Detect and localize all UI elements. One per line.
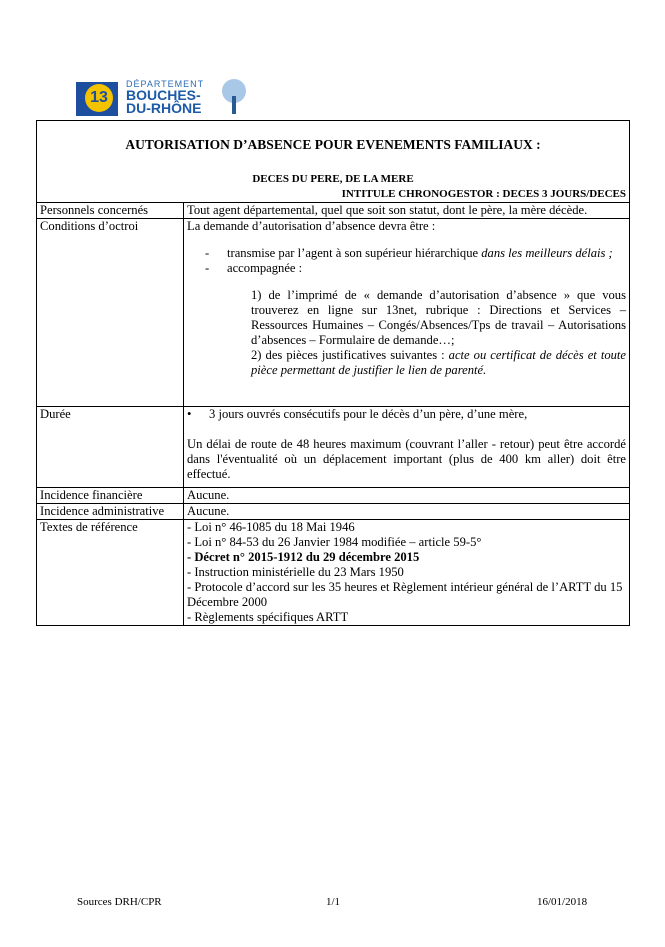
- footer-source: Sources DRH/CPR: [77, 896, 162, 908]
- list-item: • 3 jours ouvrés consécutifs pour le décès d’un père, d’une mère,: [187, 407, 528, 421]
- doc-subtitle: DECES DU PERE, DE LA MERE: [252, 173, 414, 185]
- value-administrative: Aucune.: [184, 504, 630, 520]
- label-financiere: Incidence financière: [37, 488, 184, 504]
- reference-item: - Loi n° 46-1085 du 18 Mai 1946: [187, 520, 355, 534]
- logo-line3: DU-RHÔNE: [126, 100, 202, 116]
- n1-text: [251, 288, 626, 348]
- value-duree: [184, 407, 630, 488]
- chronogestor-label: INTITULE CHRONOGESTOR : DECES 3 JOURS/DECES: [341, 188, 626, 200]
- logo-number: 13: [85, 84, 113, 112]
- n2-italic: acte ou certificat de décès et toute pièce permettant de justifier le lien de parenté.: [251, 348, 626, 377]
- list-item: - transmise par l’agent à son supérieur hiérarchique dans les meilleurs délais ;: [205, 246, 613, 260]
- reference-item: - Protocole d’accord sur les 35 heures et Règlement intérieur général de l’ARTT du 15 Décembre 2000: [187, 580, 623, 609]
- logo-line1: DÉPARTEMENT: [126, 79, 205, 89]
- footer-page: 1/1: [326, 896, 341, 908]
- info-table: [36, 120, 630, 626]
- department-logo: [76, 78, 256, 118]
- reference-item: - Règlements spécifiques ARTT: [187, 610, 349, 624]
- reference-item: - Instruction ministérielle du 23 Mars 1950: [187, 565, 404, 579]
- header-cell: [37, 121, 630, 203]
- label-personnels: Personnels concernés: [37, 203, 184, 219]
- conditions-intro: La demande d’autorisation d’absence devra être :: [187, 219, 436, 233]
- n2-text: [251, 348, 626, 378]
- b1-text: transmise par l’agent à son supérieur hiérarchique: [227, 246, 482, 260]
- doc-title: AUTORISATION D’ABSENCE POUR EVENEMENTS FAMILIAUX :: [125, 137, 541, 152]
- b2-text: accompagnée :: [227, 261, 303, 275]
- n2-content: 2) des pièces justificatives suivantes :: [251, 348, 449, 362]
- reference-item: - Décret n° 2015-1912 du 29 décembre 2015: [187, 550, 420, 564]
- value-financiere: Aucune.: [184, 488, 630, 504]
- tree-icon: [216, 78, 252, 116]
- label-duree: Durée: [37, 407, 184, 488]
- n1-content: 1) de l’imprimé de « demande d’autorisation d’absence » que vous trouverez en ligne sur 13net, rubrique : Directions et Services – Ressources Humaines – Congés/Absences/Tps de travail – Autorisations d’absences – Formulaire de demande…;: [251, 288, 626, 347]
- value-textes: [184, 520, 630, 626]
- logo-line2: BOUCHES-: [126, 87, 201, 103]
- duree-text: Un délai de route de 48 heures maximum (couvrant l’aller - retour) peut être accordé dans l'éventualité où un déplacement important (plus de 400 km aller) doit être effectué.: [187, 437, 626, 481]
- label-conditions: Conditions d’octroi: [37, 219, 184, 407]
- value-conditions: [184, 219, 630, 407]
- reference-item: - Loi n° 84-53 du 26 Janvier 1984 modifiée – article 59-5°: [187, 535, 482, 549]
- label-textes: Textes de référence: [37, 520, 184, 626]
- duree-bullet: 3 jours ouvrés consécutifs pour le décès d’un père, d’une mère,: [209, 407, 528, 421]
- logo-name: [126, 89, 201, 115]
- b1-italic: dans les meilleurs délais ;: [481, 246, 613, 260]
- label-administrative: Incidence administrative: [37, 504, 184, 520]
- value-personnels: Tout agent départemental, quel que soit son statut, dont le père, la mère décède.: [184, 203, 630, 219]
- list-item: - accompagnée :: [205, 261, 303, 275]
- footer-date: 16/01/2018: [537, 896, 588, 908]
